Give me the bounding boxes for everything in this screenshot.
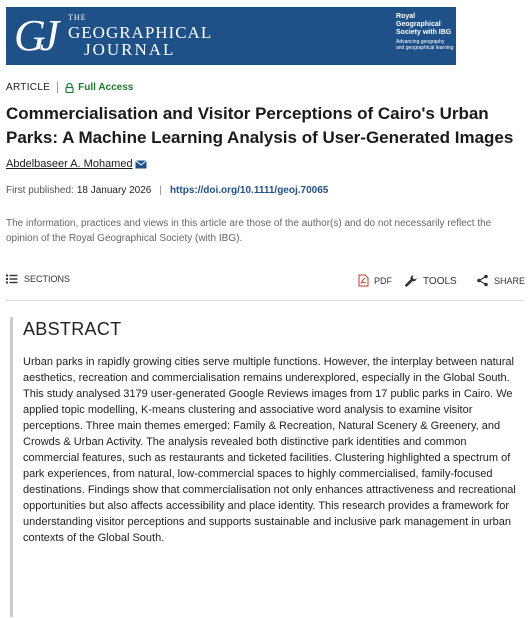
lock-icon xyxy=(65,83,74,93)
author-link[interactable]: Abdelbaseer A. Mohamed xyxy=(6,158,133,170)
journal-name-line1: GEOGRAPHICAL xyxy=(68,23,213,42)
journal-banner[interactable] xyxy=(6,7,456,65)
pdf-icon xyxy=(358,274,369,287)
sections-label: SECTIONS xyxy=(24,274,71,284)
pub-separator: | xyxy=(159,185,162,196)
article-toolbar xyxy=(6,271,524,291)
author-line xyxy=(6,158,147,170)
pdf-label: PDF xyxy=(374,275,392,286)
disclaimer-text: The information, practices and views in this article are those of the author(s) and do not necessarily reflect the opinion of the Royal Geographical Society (with IBG). xyxy=(6,218,492,244)
access-badge: Full Access xyxy=(78,82,134,93)
abstract-text: Urban parks in rapidly growing cities serve multiple functions. However, the interplay between natural aesthetics, recreation and commercialisation remains underexplored, especially in the Global South. This study analysed 3179 user-generated Google Reviews images from 17 public parks in Cairo. We applied topic modelling, K-means clustering and associative word analysis to examine visitor perceptions. Three main themes emerged: Family & Recreation, Natural Scenery & Greenery, and Crowds & Urban Activity. The analysis revealed both distinctive park identities and common commercial features, such as restaurants and ticketed facilities. Clustering highlighted a spectrum of park experiences, from natural, low-commercial spaces to highly commercialised, family-focused destinations. Findings show that commercialisation not only enhances attractiveness and recreational opportunities but also affects accessibility and place identity. This research provides a framework for understanding visitor perceptions and supports sustainable and inclusive park management in urban contexts of the Global South. xyxy=(23,356,516,544)
sections-button[interactable] xyxy=(6,274,70,284)
meta-separator xyxy=(57,82,58,93)
journal-name xyxy=(68,14,212,58)
journal-name-the: THE xyxy=(68,13,87,22)
first-published-date: 18 January 2026 xyxy=(76,185,152,196)
publication-info xyxy=(6,185,328,196)
society-logo[interactable] xyxy=(396,13,454,51)
share-button[interactable] xyxy=(476,274,525,287)
article-type: ARTICLE xyxy=(6,82,51,93)
envelope-icon[interactable] xyxy=(135,160,147,169)
first-published-label: First published: xyxy=(6,185,74,196)
article-title: Commercialisation and Visitor Perceptions of Cairo's Urban Parks: A Machine Learning Analysis of User-Generated Images xyxy=(6,104,514,147)
wrench-icon xyxy=(404,274,418,288)
society-name: Royal Geographical Society with IBG xyxy=(396,13,452,36)
journal-name-line2: JOURNAL xyxy=(84,40,176,59)
article-meta xyxy=(6,82,133,93)
list-icon xyxy=(6,274,18,284)
journal-logo-mark: GJ xyxy=(14,11,54,60)
pdf-button[interactable] xyxy=(358,274,392,287)
abstract-heading: ABSTRACT xyxy=(23,319,122,339)
tools-button[interactable] xyxy=(404,274,457,288)
society-tagline: Advancing geography and geographical learning xyxy=(396,39,454,51)
doi-link[interactable]: https://doi.org/10.1111/geoj.70065 xyxy=(169,185,329,196)
share-label: SHARE xyxy=(494,275,526,286)
toolbar-divider xyxy=(6,300,524,301)
share-icon xyxy=(476,274,489,287)
abstract-section xyxy=(10,317,526,617)
tools-label: TOOLS xyxy=(423,275,457,287)
